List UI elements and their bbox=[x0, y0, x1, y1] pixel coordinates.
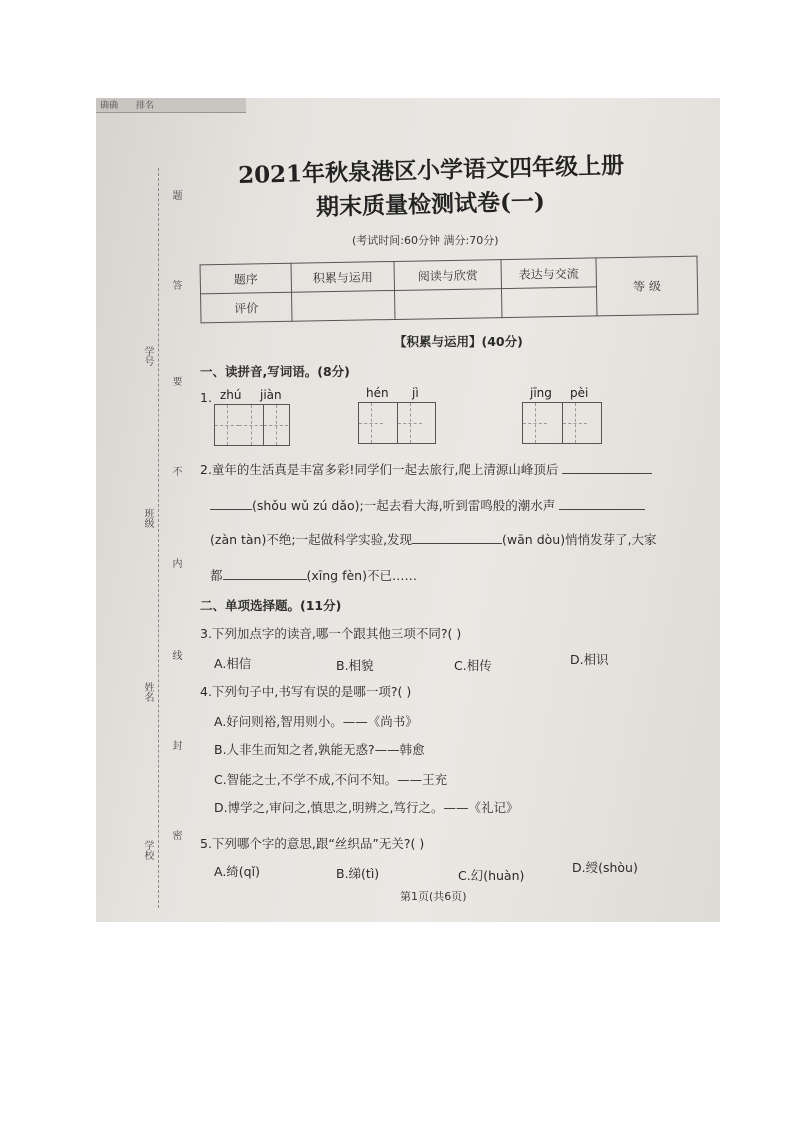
pinyin: jiàn bbox=[260, 388, 282, 402]
question-2-line4 bbox=[210, 566, 417, 584]
question-2-line2 bbox=[210, 496, 645, 514]
option-a[interactable]: A.好问则裕,智用则小。——《尚书》 bbox=[214, 714, 418, 729]
answer-blank[interactable] bbox=[223, 567, 307, 580]
exam-title-line2: 期末质量检测试卷(一) bbox=[315, 188, 546, 221]
question-2-text: 2.童年的生活真是丰富多彩!同学们一起去旅行,爬上清源山峰顶后 bbox=[200, 462, 559, 477]
answer-blank[interactable] bbox=[562, 461, 652, 474]
option-c[interactable]: C.幻(huàn) bbox=[458, 868, 525, 883]
char-box[interactable] bbox=[358, 402, 436, 444]
question-2-text: (zàn tàn)不绝;一起做科学实验,发现 bbox=[210, 532, 413, 547]
binding-dash-line bbox=[158, 168, 159, 908]
exam-title-line1: 2021年秋泉港区小学语文四年级上册 bbox=[237, 151, 625, 190]
binding-char: 线 bbox=[170, 650, 181, 660]
char-box[interactable] bbox=[214, 404, 290, 446]
table-cell bbox=[395, 289, 502, 320]
pinyin: jì bbox=[412, 386, 419, 400]
pinyin: jīng bbox=[530, 386, 552, 400]
table-header-cell: 题序 bbox=[200, 263, 291, 294]
question-2-line3 bbox=[210, 530, 657, 548]
pinyin: zhú bbox=[220, 388, 242, 402]
table-row-label: 评价 bbox=[201, 292, 292, 323]
exam-photo bbox=[96, 98, 720, 922]
question-1-title: 一、读拼音,写词语。(8分) bbox=[200, 364, 350, 379]
pinyin: hén bbox=[366, 386, 389, 400]
question-2-text: (xīng fèn)不已…… bbox=[306, 568, 417, 583]
option-c[interactable]: C.相传 bbox=[454, 658, 492, 673]
option-d[interactable]: D.博学之,审问之,慎思之,明辨之,笃行之。——《礼记》 bbox=[214, 800, 519, 815]
scrap-text-2: 排名 bbox=[136, 101, 155, 111]
question-2-text: (wān dòu)悄悄发芽了,大家 bbox=[502, 532, 657, 547]
answer-blank[interactable] bbox=[559, 497, 645, 510]
student-id-label: 学号 bbox=[142, 346, 153, 366]
question-3: 3.下列加点字的读音,哪一个跟其他三项不同?( ) bbox=[200, 626, 462, 641]
answer-blank[interactable] bbox=[412, 531, 502, 544]
section-heading: 【积累与运用】(40分) bbox=[394, 334, 523, 349]
question-2-line1 bbox=[200, 460, 652, 478]
question-1-number: 1. bbox=[200, 390, 212, 405]
binding-char: 要 bbox=[170, 376, 181, 386]
option-b[interactable]: B.相貌 bbox=[336, 658, 374, 673]
page-footer: 第1页(共6页) bbox=[400, 890, 467, 903]
option-c[interactable]: C.智能之士,不学不成,不问不知。——王充 bbox=[214, 772, 448, 787]
answer-blank[interactable] bbox=[210, 497, 252, 510]
option-a[interactable]: A.相信 bbox=[214, 656, 252, 671]
section-2-title: 二、单项选择题。(11分) bbox=[200, 598, 342, 613]
pinyin: pèi bbox=[570, 386, 589, 400]
binding-char: 答 bbox=[170, 280, 181, 290]
school-label: 学校 bbox=[142, 840, 153, 860]
question-2-text: 都 bbox=[210, 568, 223, 583]
binding-char: 密 bbox=[170, 830, 181, 840]
paper-scrap bbox=[96, 98, 246, 113]
score-table bbox=[200, 256, 699, 324]
table-header-cell: 积累与运用 bbox=[291, 261, 394, 292]
table-header-cell: 阅读与欣赏 bbox=[394, 260, 501, 291]
question-4: 4.下列句子中,书写有误的是哪一项?( ) bbox=[200, 684, 412, 699]
char-box[interactable] bbox=[522, 402, 602, 444]
binding-char: 题 bbox=[170, 190, 181, 200]
table-header-cell: 表达与交流 bbox=[501, 258, 596, 289]
binding-char: 内 bbox=[170, 558, 181, 568]
option-b[interactable]: B.人非生而知之者,孰能无惑?——韩愈 bbox=[214, 742, 425, 757]
question-2-text: (shǒu wǔ zú dǎo);一起去看大海,听到雷鸣般的潮水声 bbox=[252, 498, 556, 513]
table-cell bbox=[292, 290, 395, 321]
option-a[interactable]: A.绮(qǐ) bbox=[214, 864, 260, 879]
name-label: 姓名 bbox=[142, 682, 153, 702]
binding-char: 封 bbox=[170, 740, 181, 750]
option-d[interactable]: D.绶(shòu) bbox=[572, 860, 638, 875]
table-header-cell: 等 级 bbox=[596, 256, 698, 316]
question-5: 5.下列哪个字的意思,跟“丝织品”无关?( ) bbox=[200, 836, 425, 851]
scrap-text-1: 确确 bbox=[100, 101, 119, 111]
exam-info: (考试时间:60分钟 满分:70分) bbox=[352, 234, 499, 247]
option-b[interactable]: B.绨(tì) bbox=[336, 866, 380, 881]
option-d[interactable]: D.相识 bbox=[570, 652, 609, 667]
table-cell bbox=[501, 287, 596, 318]
binding-char: 不 bbox=[170, 466, 181, 476]
class-label: 班级 bbox=[142, 508, 153, 528]
